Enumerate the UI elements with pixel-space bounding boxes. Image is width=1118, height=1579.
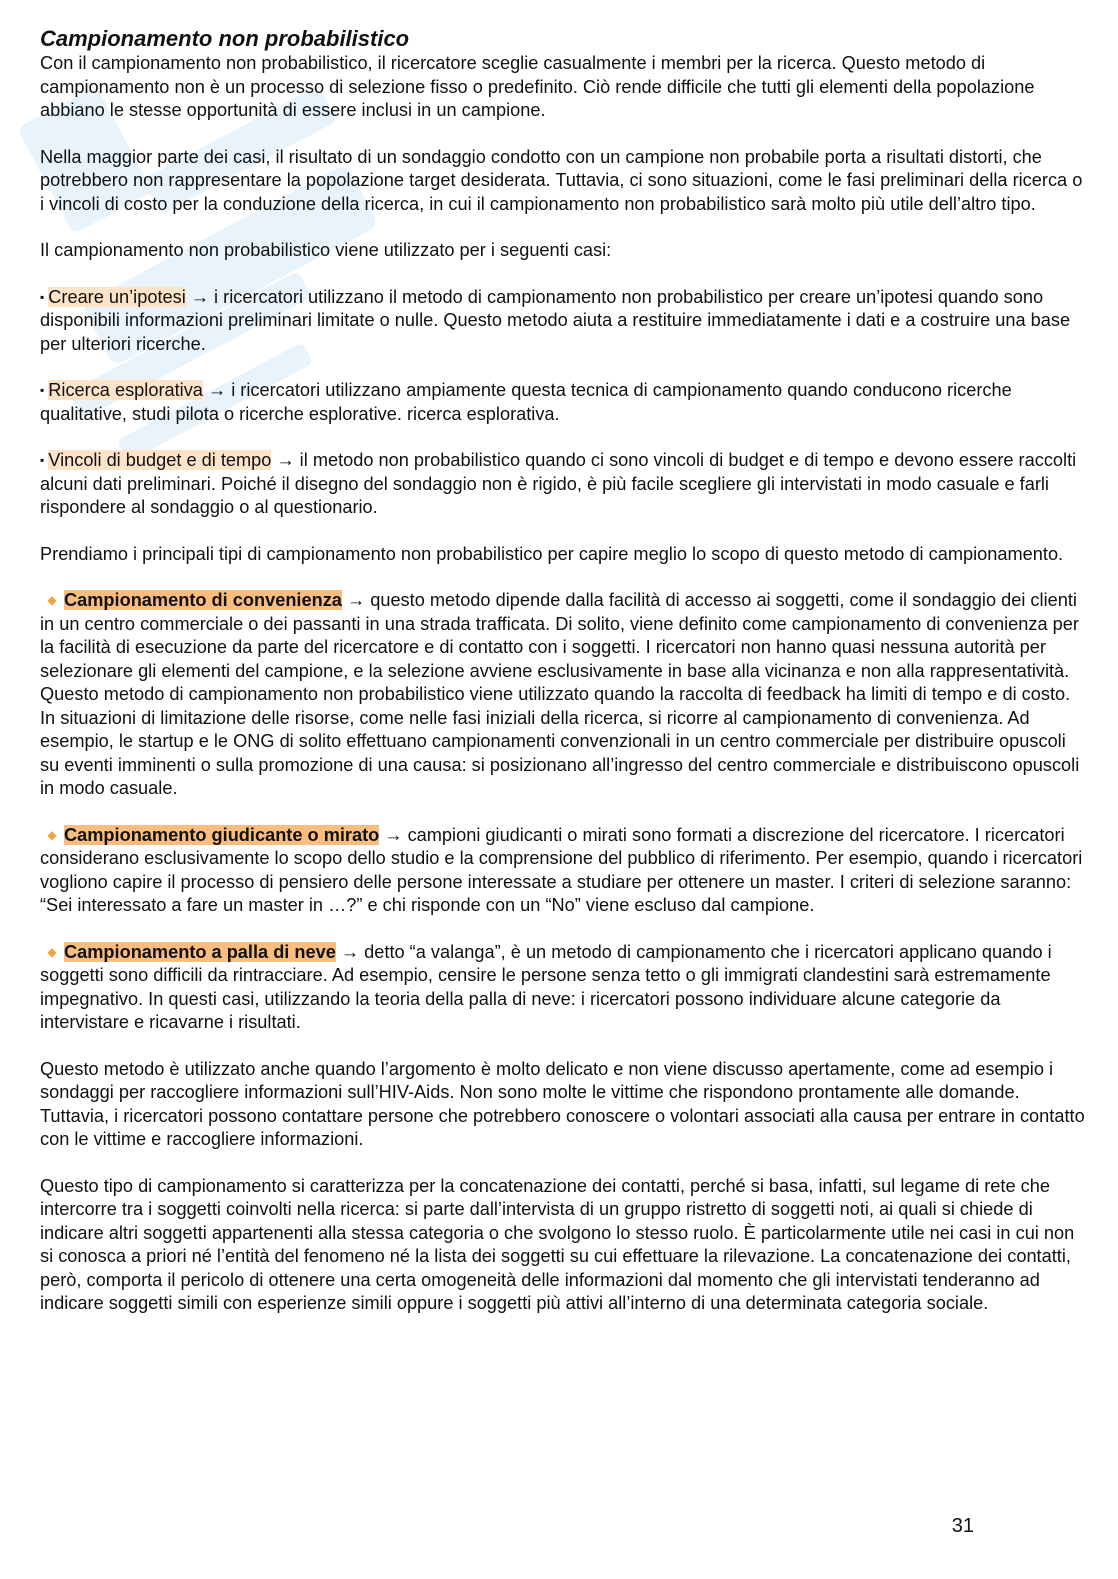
square-bullet-icon: ▪ <box>40 383 45 397</box>
type-term: Campionamento giudicante o mirato <box>64 824 380 845</box>
paragraph: Con il campionamento non probabilistico, il ricercatore sceglie casualmente i membri per la ricerca. Questo metodo di campionamento non è un processo di selezione fisso o predefinito. Ciò rende difficile che tutti gli elementi della popolazione abbiano le stesse opportunità di essere inclusi in un campione. <box>40 53 1035 120</box>
square-bullet-icon: ▪ <box>40 289 45 304</box>
type-text: → questo metodo dipende dalla facilità di accesso ai soggetti, come il sondaggio dei clienti in un centro commerciale o dei passanti in una strada trafficata. Di solito, viene definito come campionamento di convenienza per la facilità di esecuzione da parte del ricercatore e di contatto con i soggetti. I ricercatori non hanno quasi nessuna autorità per selezionare gli elementi del campione, e la selezione avviene esclusivamente in base alla vicinanza e non alla rappresentatività. Questo metodo di campionamento non probabilistico viene utilizzato quando la raccolta di feedback ha limiti di tempo e di costo. In situazioni di limitazione delle risorse, come nelle fasi iniziali della ricerca, si ricorre al campionamento di convenienza. Ad esempio, le startup e le ONG di solito effettuano campionamenti convenzionali in un centro commerciale per distribuire opuscoli su eventi imminenti o sulla promozione di una causa: si posizionano all’ingresso del centro commerciale e distribuiscono opuscoli in modo casuale. <box>40 590 1080 798</box>
diamond-bullet-icon: ◆ <box>47 827 57 842</box>
square-bullet-icon: ▪ <box>40 453 45 467</box>
case-term: Creare un’ipotesi <box>48 286 186 307</box>
diamond-bullet-icon: ◆ <box>47 944 57 959</box>
type-term: Campionamento di convenienza <box>64 590 342 610</box>
section-title: Campionamento non probabilistico <box>40 26 410 51</box>
type-text: → detto “a valanga”, è un metodo di campionamento che i ricercatori applicano quando i soggetti sono difficili da rintracciare. Ad esempio, censire le persone senza tetto o gli immigrati clandestini sarà estremamente impegnativo. In questi casi, utilizzando la teoria della palla di neve: i ricercatori possono individuare alcune categorie da intervistare e ricavarne i risultati. <box>40 941 1052 1032</box>
paragraph: Questo metodo è utilizzato anche quando l’argomento è molto delicato e non viene discusso apertamente, come ad esempio i sondaggi per raccogliere informazioni sull’HIV-Aids. Non sono molte le vittime che rispondono prontamente alle domande. Tuttavia, i ricercatori possono contattare persone che potrebbero conoscere o volontari associati alla causa per entrare in contatto con le vittime e raccogliere informazioni. <box>40 1058 1085 1149</box>
type-item <box>40 941 1090 1035</box>
type-text: → campioni giudicanti o mirati sono formati a discrezione del ricercatore. I ricercatori considerano esclusivamente lo scopo dello studio e la comprensione del pubblico di riferimento. Per esempio, quando i ricercatori vogliono capire il processo di pensiero delle persone interessate a studiare per ottenere un master. I criteri di selezione saranno: “Sei interessato a fare un master in …?” e chi risponde con un “No” viene escluso dal campione. <box>40 824 1083 915</box>
diamond-bullet-icon: ◆ <box>47 593 57 607</box>
paragraph: Questo tipo di campionamento si caratterizza per la concatenazione dei contatti, perché si basa, infatti, sul legame di rete che intercorre tra i soggetti coinvolti nella ricerca: si parte dall’intervista di un gruppo ristretto di soggetti noti, ai quali si chiede di indicare altri soggetti appartenenti alla stessa categoria o che svolgono lo stesso ruolo. È particolarmente utile nei casi in cui non si conosca a priori né l’entità del fenomeno né la lista dei soggetti su cui effettuare la rilevazione. La concatenazione dei contatti, però, comporta il pericolo di ottenere una certa omogeneità delle informazioni dal momento che gli intervistati tenderanno ad indicare soggetti simili con esperienze simili oppure i soggetti più attivi all’interno di una determinata categoria sociale. <box>40 1175 1075 1313</box>
case-item <box>40 379 1090 426</box>
type-item <box>40 589 1090 801</box>
type-term: Campionamento a palla di neve <box>64 941 336 962</box>
case-item <box>40 286 1090 357</box>
type-item <box>40 824 1090 918</box>
page-number: 31 <box>951 1515 974 1537</box>
case-term: Ricerca esplorativa <box>48 380 203 400</box>
paragraph: Nella maggior parte dei casi, il risultato di un sondaggio condotto con un campione non probabile porta a risultati distorti, che potrebbero non rappresentare la popolazione target desiderata. Tuttavia, ci sono situazioni, come le fasi preliminari della ricerca o i vincoli di costo per la conduzione della ricerca, in cui il campionamento non probabilistico sarà molto più utile dell’altro tipo. <box>40 146 1083 214</box>
case-term: Vincoli di budget e di tempo <box>48 450 272 470</box>
case-item <box>40 449 1090 520</box>
paragraph: Il campionamento non probabilistico viene utilizzato per i seguenti casi: <box>40 240 612 260</box>
paragraph: Prendiamo i principali tipi di campionamento non probabilistico per capire meglio lo scopo di questo metodo di campionamento. <box>40 543 1064 564</box>
case-text: → i ricercatori utilizzano ampiamente questa tecnica di campionamento quando conducono ricerche qualitative, studi pilota o ricerche esplorative. ricerca esplorativa. <box>40 380 1012 424</box>
case-text: → i ricercatori utilizzano il metodo di campionamento non probabilistico per creare un’ipotesi quando sono disponibili informazioni preliminari limitate o nulle. Questo metodo aiuta a restituire immediatamente i dati e a costruire una base per ulteriori ricerche. <box>40 286 1071 354</box>
document-body <box>40 26 1090 1339</box>
case-text: → il metodo non probabilistico quando ci sono vincoli di budget e di tempo e devono essere raccolti alcuni dati preliminari. Poiché il disegno del sondaggio non è rigido, è più facile scegliere gli intervistati in modo casuale e farli rispondere al sondaggio o al questionario. <box>40 450 1077 517</box>
